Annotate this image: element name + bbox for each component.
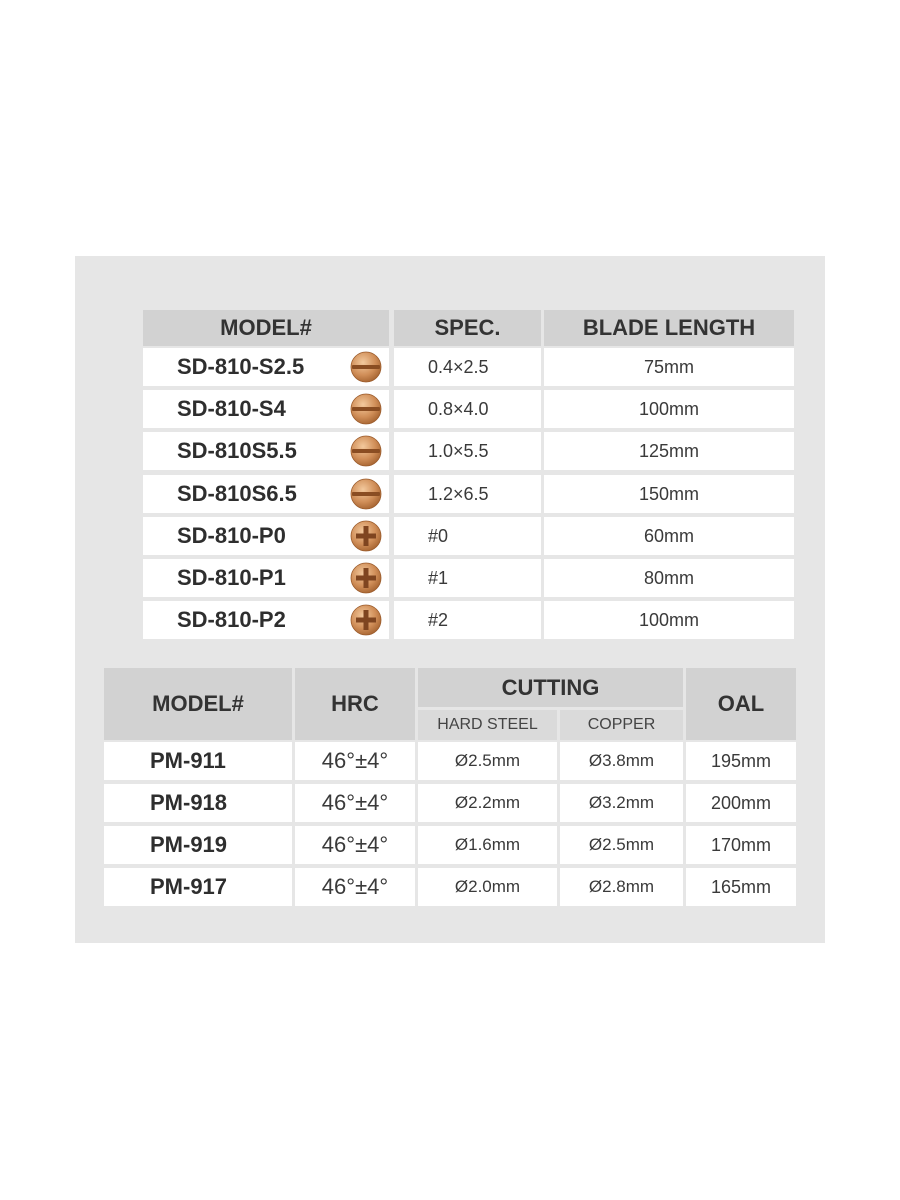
blade-length-cell: 100mm [544, 390, 794, 428]
hrc-cell: 46°±4° [295, 784, 415, 822]
oal-cell: 170mm [686, 826, 796, 864]
header-model: MODEL# [104, 668, 292, 740]
header-oal: OAL [686, 668, 796, 740]
model-cell: PM-918 [104, 784, 292, 822]
blade-length-cell: 80mm [544, 559, 794, 597]
header-spec: SPEC. [394, 310, 541, 346]
spec-cell: 1.0×5.5 [394, 432, 541, 470]
hard-steel-cell: Ø2.0mm [418, 868, 557, 906]
header-blade-length: BLADE LENGTH [544, 310, 794, 346]
model-text: SD-810S5.5 [177, 438, 297, 463]
phillips-screw-icon [350, 604, 382, 636]
hrc-cell: 46°±4° [295, 742, 415, 780]
copper-cell: Ø2.5mm [560, 826, 683, 864]
copper-cell: Ø3.8mm [560, 742, 683, 780]
header-cutting: CUTTING [418, 668, 683, 707]
hrc-cell: 46°±4° [295, 868, 415, 906]
phillips-screw-icon [350, 562, 382, 594]
header-hard-steel: HARD STEEL [418, 710, 557, 740]
blade-length-cell: 75mm [544, 348, 794, 386]
blade-length-cell: 60mm [544, 517, 794, 555]
model-text: SD-810-P1 [177, 565, 286, 590]
blade-length-cell: 125mm [544, 432, 794, 470]
header-hrc: HRC [295, 668, 415, 740]
hrc-cell: 46°±4° [295, 826, 415, 864]
spec-cell: #2 [394, 601, 541, 639]
hard-steel-cell: Ø2.2mm [418, 784, 557, 822]
slotted-screw-icon [350, 351, 382, 383]
copper-cell: Ø3.2mm [560, 784, 683, 822]
model-cell: PM-917 [104, 868, 292, 906]
hard-steel-cell: Ø2.5mm [418, 742, 557, 780]
blade-length-cell: 100mm [544, 601, 794, 639]
model-text: SD-810-S2.5 [177, 354, 305, 379]
model-cell: PM-911 [104, 742, 292, 780]
oal-cell: 200mm [686, 784, 796, 822]
header-copper: COPPER [560, 710, 683, 740]
slotted-screw-icon [350, 393, 382, 425]
slotted-screw-icon [350, 435, 382, 467]
blade-length-cell: 150mm [544, 475, 794, 513]
slotted-screw-icon [350, 478, 382, 510]
header-model: MODEL# [143, 310, 389, 346]
spec-cell: 0.8×4.0 [394, 390, 541, 428]
model-text: SD-810-S4 [177, 396, 286, 421]
phillips-screw-icon [350, 520, 382, 552]
model-text: SD-810S6.5 [177, 481, 297, 506]
hard-steel-cell: Ø1.6mm [418, 826, 557, 864]
spec-cell: #0 [394, 517, 541, 555]
oal-cell: 165mm [686, 868, 796, 906]
model-cell: PM-919 [104, 826, 292, 864]
oal-cell: 195mm [686, 742, 796, 780]
spec-cell: #1 [394, 559, 541, 597]
copper-cell: Ø2.8mm [560, 868, 683, 906]
model-text: SD-810-P0 [177, 523, 286, 548]
model-text: SD-810-P2 [177, 607, 286, 632]
spec-cell: 0.4×2.5 [394, 348, 541, 386]
spec-cell: 1.2×6.5 [394, 475, 541, 513]
